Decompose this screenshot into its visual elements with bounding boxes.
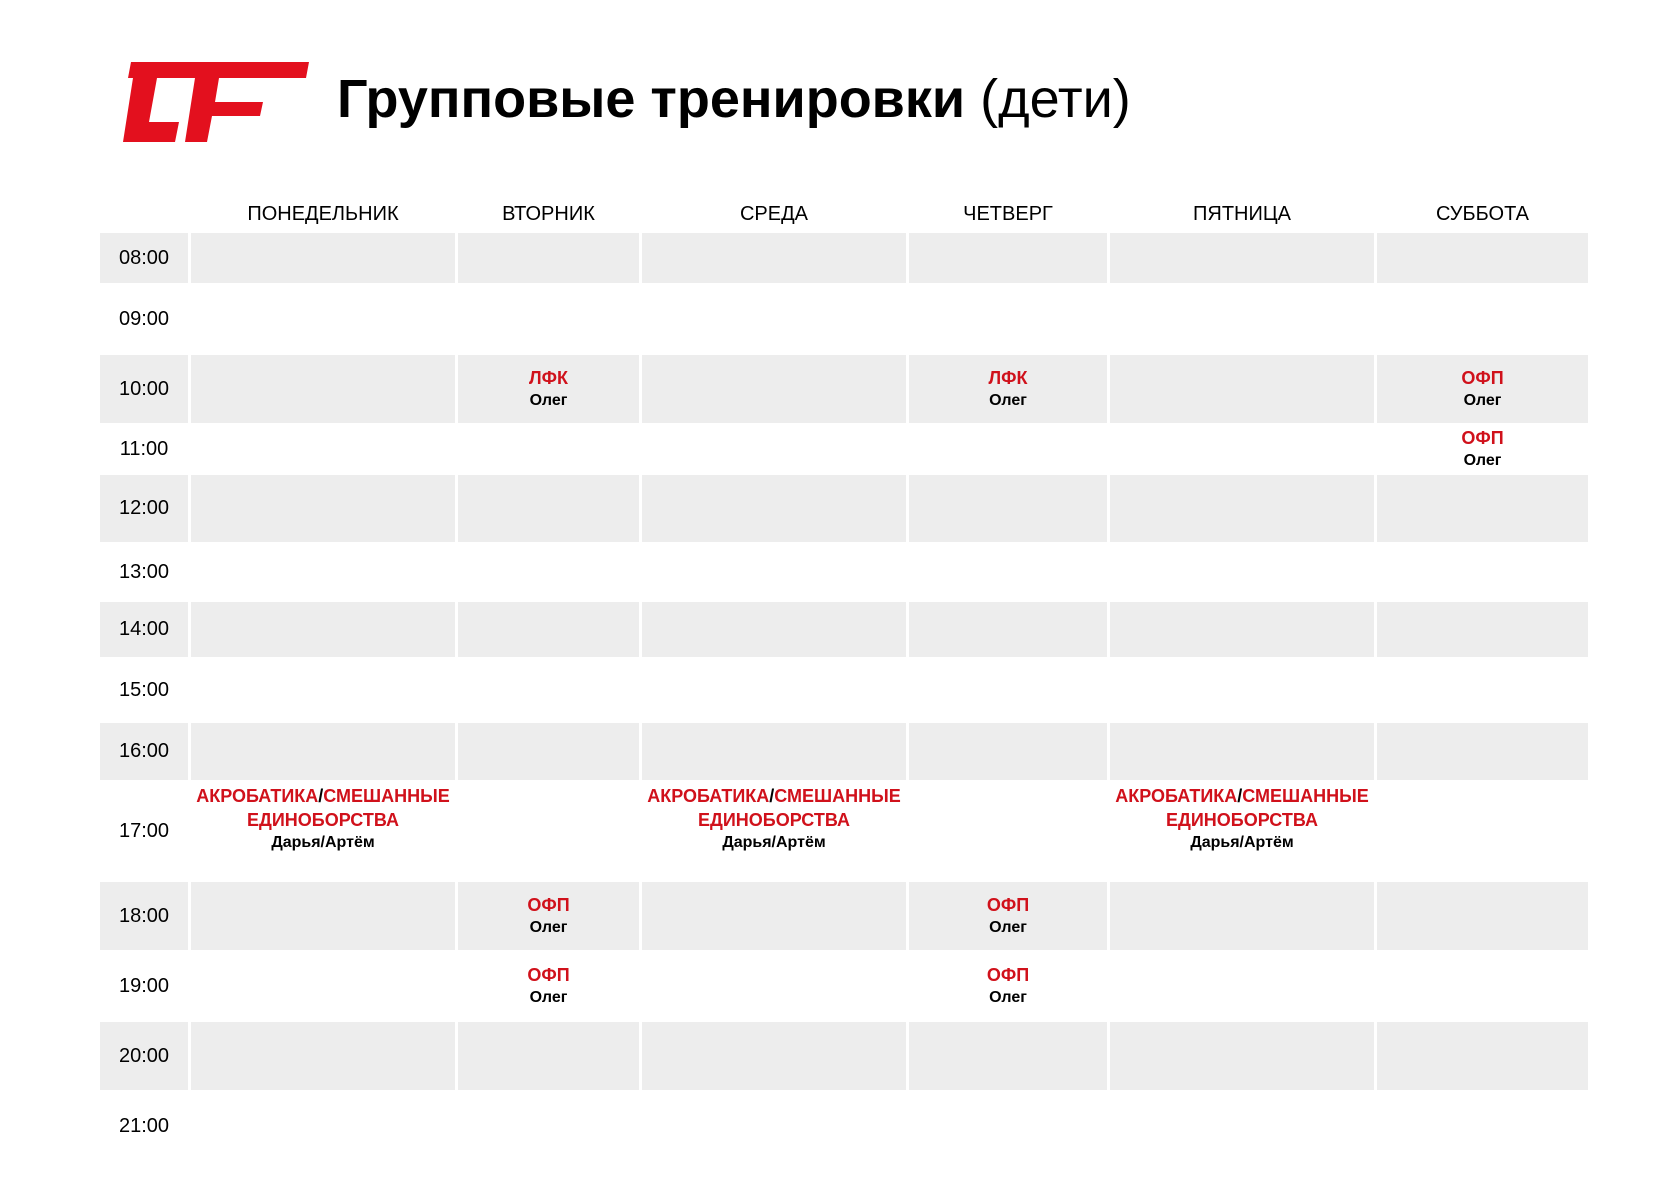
time-row-1100: [100, 423, 1588, 475]
schedule-cell: [1377, 423, 1588, 475]
time-row-0800: [100, 233, 1588, 283]
time-label: 11:00: [119, 437, 169, 460]
time-label: 08:00: [100, 233, 188, 283]
day-monday: ПОНЕДЕЛЬНИК: [247, 203, 399, 225]
class-name-part: АКРОБАТИКА: [196, 786, 319, 806]
schedule-cell: [1377, 723, 1588, 780]
schedule-cell: [642, 723, 906, 780]
brand-logo: [123, 62, 309, 142]
trainer-name: Дарья/Артём: [722, 834, 826, 851]
class-name-part: СМЕШАННЫЕ: [1242, 786, 1369, 806]
schedule-cell: [1377, 1022, 1588, 1090]
schedule-cell: [1377, 602, 1588, 657]
schedule-cell: [1110, 475, 1374, 542]
day-friday: ПЯТНИЦА: [1193, 203, 1291, 225]
class-name-line2: ЕДИНОБОРСТВА: [698, 810, 850, 830]
class-name: ОФП: [527, 965, 570, 985]
trainer-name: Олег: [1463, 452, 1502, 469]
schedule-cell: [1110, 1022, 1374, 1090]
day-tuesday: ВТОРНИК: [502, 203, 595, 225]
class-name-separator: /: [769, 786, 775, 806]
time-label: 15:00: [118, 678, 170, 701]
trainer-name: Олег: [529, 989, 568, 1006]
schedule-table: [100, 198, 1588, 1162]
schedule-cell: [458, 1022, 639, 1090]
class-name: ОФП: [1461, 428, 1504, 448]
time-row-0900: [100, 283, 1588, 355]
schedule-cell: [458, 233, 639, 283]
schedule-cell: [909, 950, 1107, 1022]
schedule-cell: [642, 475, 906, 542]
schedule-cell: [191, 355, 455, 423]
time-row-1500: [100, 657, 1588, 723]
time-label: 13:00: [118, 560, 170, 583]
class-name-part: СМЕШАННЫЕ: [323, 786, 450, 806]
schedule-cell: [458, 602, 639, 657]
trainer-name: Олег: [1463, 392, 1502, 409]
page-title: [337, 66, 1131, 132]
time-label: 18:00: [100, 882, 188, 950]
trainer-name: Олег: [529, 919, 568, 936]
time-row-1800: [100, 882, 1588, 950]
schedule-cell: [458, 723, 639, 780]
schedule-cell: [642, 882, 906, 950]
page-title-suffix: (дети): [980, 69, 1131, 129]
time-row-1400: [100, 602, 1588, 657]
trainer-name: Олег: [989, 919, 1027, 936]
day-saturday: СУББОТА: [1436, 203, 1529, 225]
class-name-separator: /: [1237, 786, 1243, 806]
class-name-separator: /: [318, 786, 324, 806]
schedule-cell: [1110, 723, 1374, 780]
class-name-part: АКРОБАТИКА: [647, 786, 770, 806]
schedule-cell: [642, 780, 906, 882]
schedule-cell: [191, 233, 455, 283]
trainer-name: Олег: [529, 392, 568, 409]
schedule-cell: [1110, 602, 1374, 657]
class-name: [647, 784, 901, 808]
schedule-cell: [909, 882, 1107, 950]
trainer-name: Олег: [989, 392, 1027, 409]
schedule-cell: [1110, 233, 1374, 283]
class-name: ОФП: [1461, 368, 1504, 388]
time-label: 16:00: [100, 723, 188, 780]
schedule-cell: [642, 233, 906, 283]
schedule-cell: [909, 233, 1107, 283]
time-row-1600: [100, 723, 1588, 780]
time-label: 20:00: [100, 1022, 188, 1090]
schedule-cell: [191, 723, 455, 780]
schedule-cell: [1377, 475, 1588, 542]
time-label: 19:00: [118, 974, 170, 997]
schedule-cell: [642, 355, 906, 423]
time-label: 09:00: [118, 307, 170, 330]
class-name: ЛФК: [529, 368, 568, 388]
schedule-cell: [191, 780, 455, 882]
time-row-1700: [100, 780, 1588, 882]
schedule-cell: [458, 882, 639, 950]
class-name-part: АКРОБАТИКА: [1115, 786, 1238, 806]
time-label: 21:00: [118, 1114, 170, 1137]
time-row-2000: [100, 1022, 1588, 1090]
time-label: 10:00: [100, 355, 188, 423]
day-wednesday: СРЕДА: [739, 203, 808, 225]
time-row-1000: [100, 355, 1588, 423]
day-thursday: ЧЕТВЕРГ: [963, 203, 1053, 225]
schedule-cell: [191, 475, 455, 542]
class-name-part: СМЕШАННЫЕ: [774, 786, 901, 806]
schedule-cell: [458, 475, 639, 542]
class-name: ЛФК: [988, 368, 1028, 388]
schedule-cell: [191, 602, 455, 657]
schedule-cell: [191, 1022, 455, 1090]
time-label: 12:00: [100, 475, 188, 542]
class-name: ОФП: [986, 965, 1030, 985]
schedule-cell: [458, 355, 639, 423]
schedule-cell: [909, 723, 1107, 780]
schedule-cell: [1110, 882, 1374, 950]
schedule-cell: [1110, 780, 1374, 882]
class-name: ОФП: [986, 895, 1030, 915]
class-name: ОФП: [527, 895, 570, 915]
class-name-line2: ЕДИНОБОРСТВА: [247, 810, 399, 830]
time-row-1200: [100, 475, 1588, 542]
schedule-cell: [642, 1022, 906, 1090]
time-row-1300: [100, 542, 1588, 602]
schedule-cell: [642, 602, 906, 657]
trainer-name: Олег: [989, 989, 1027, 1006]
time-label: 17:00: [118, 819, 170, 842]
class-name: [1115, 784, 1369, 808]
schedule-cell: [909, 1022, 1107, 1090]
schedule-cell: [1377, 355, 1588, 423]
class-name: [196, 784, 450, 808]
schedule-cell: [1377, 882, 1588, 950]
day-header-row: [100, 198, 1588, 231]
schedule-cell: [458, 950, 639, 1022]
schedule-cell: [191, 882, 455, 950]
schedule-cell: [1377, 233, 1588, 283]
schedule-cell: [909, 475, 1107, 542]
class-name-line2: ЕДИНОБОРСТВА: [1166, 810, 1318, 830]
trainer-name: Дарья/Артём: [1190, 834, 1294, 851]
page-title-main: Групповые тренировки: [337, 69, 966, 129]
schedule-cell: [1110, 355, 1374, 423]
time-row-2100: [100, 1090, 1588, 1162]
schedule-cell: [909, 602, 1107, 657]
schedule-cell: [909, 355, 1107, 423]
time-row-1900: [100, 950, 1588, 1022]
time-label: 14:00: [100, 602, 188, 657]
trainer-name: Дарья/Артём: [271, 834, 375, 851]
